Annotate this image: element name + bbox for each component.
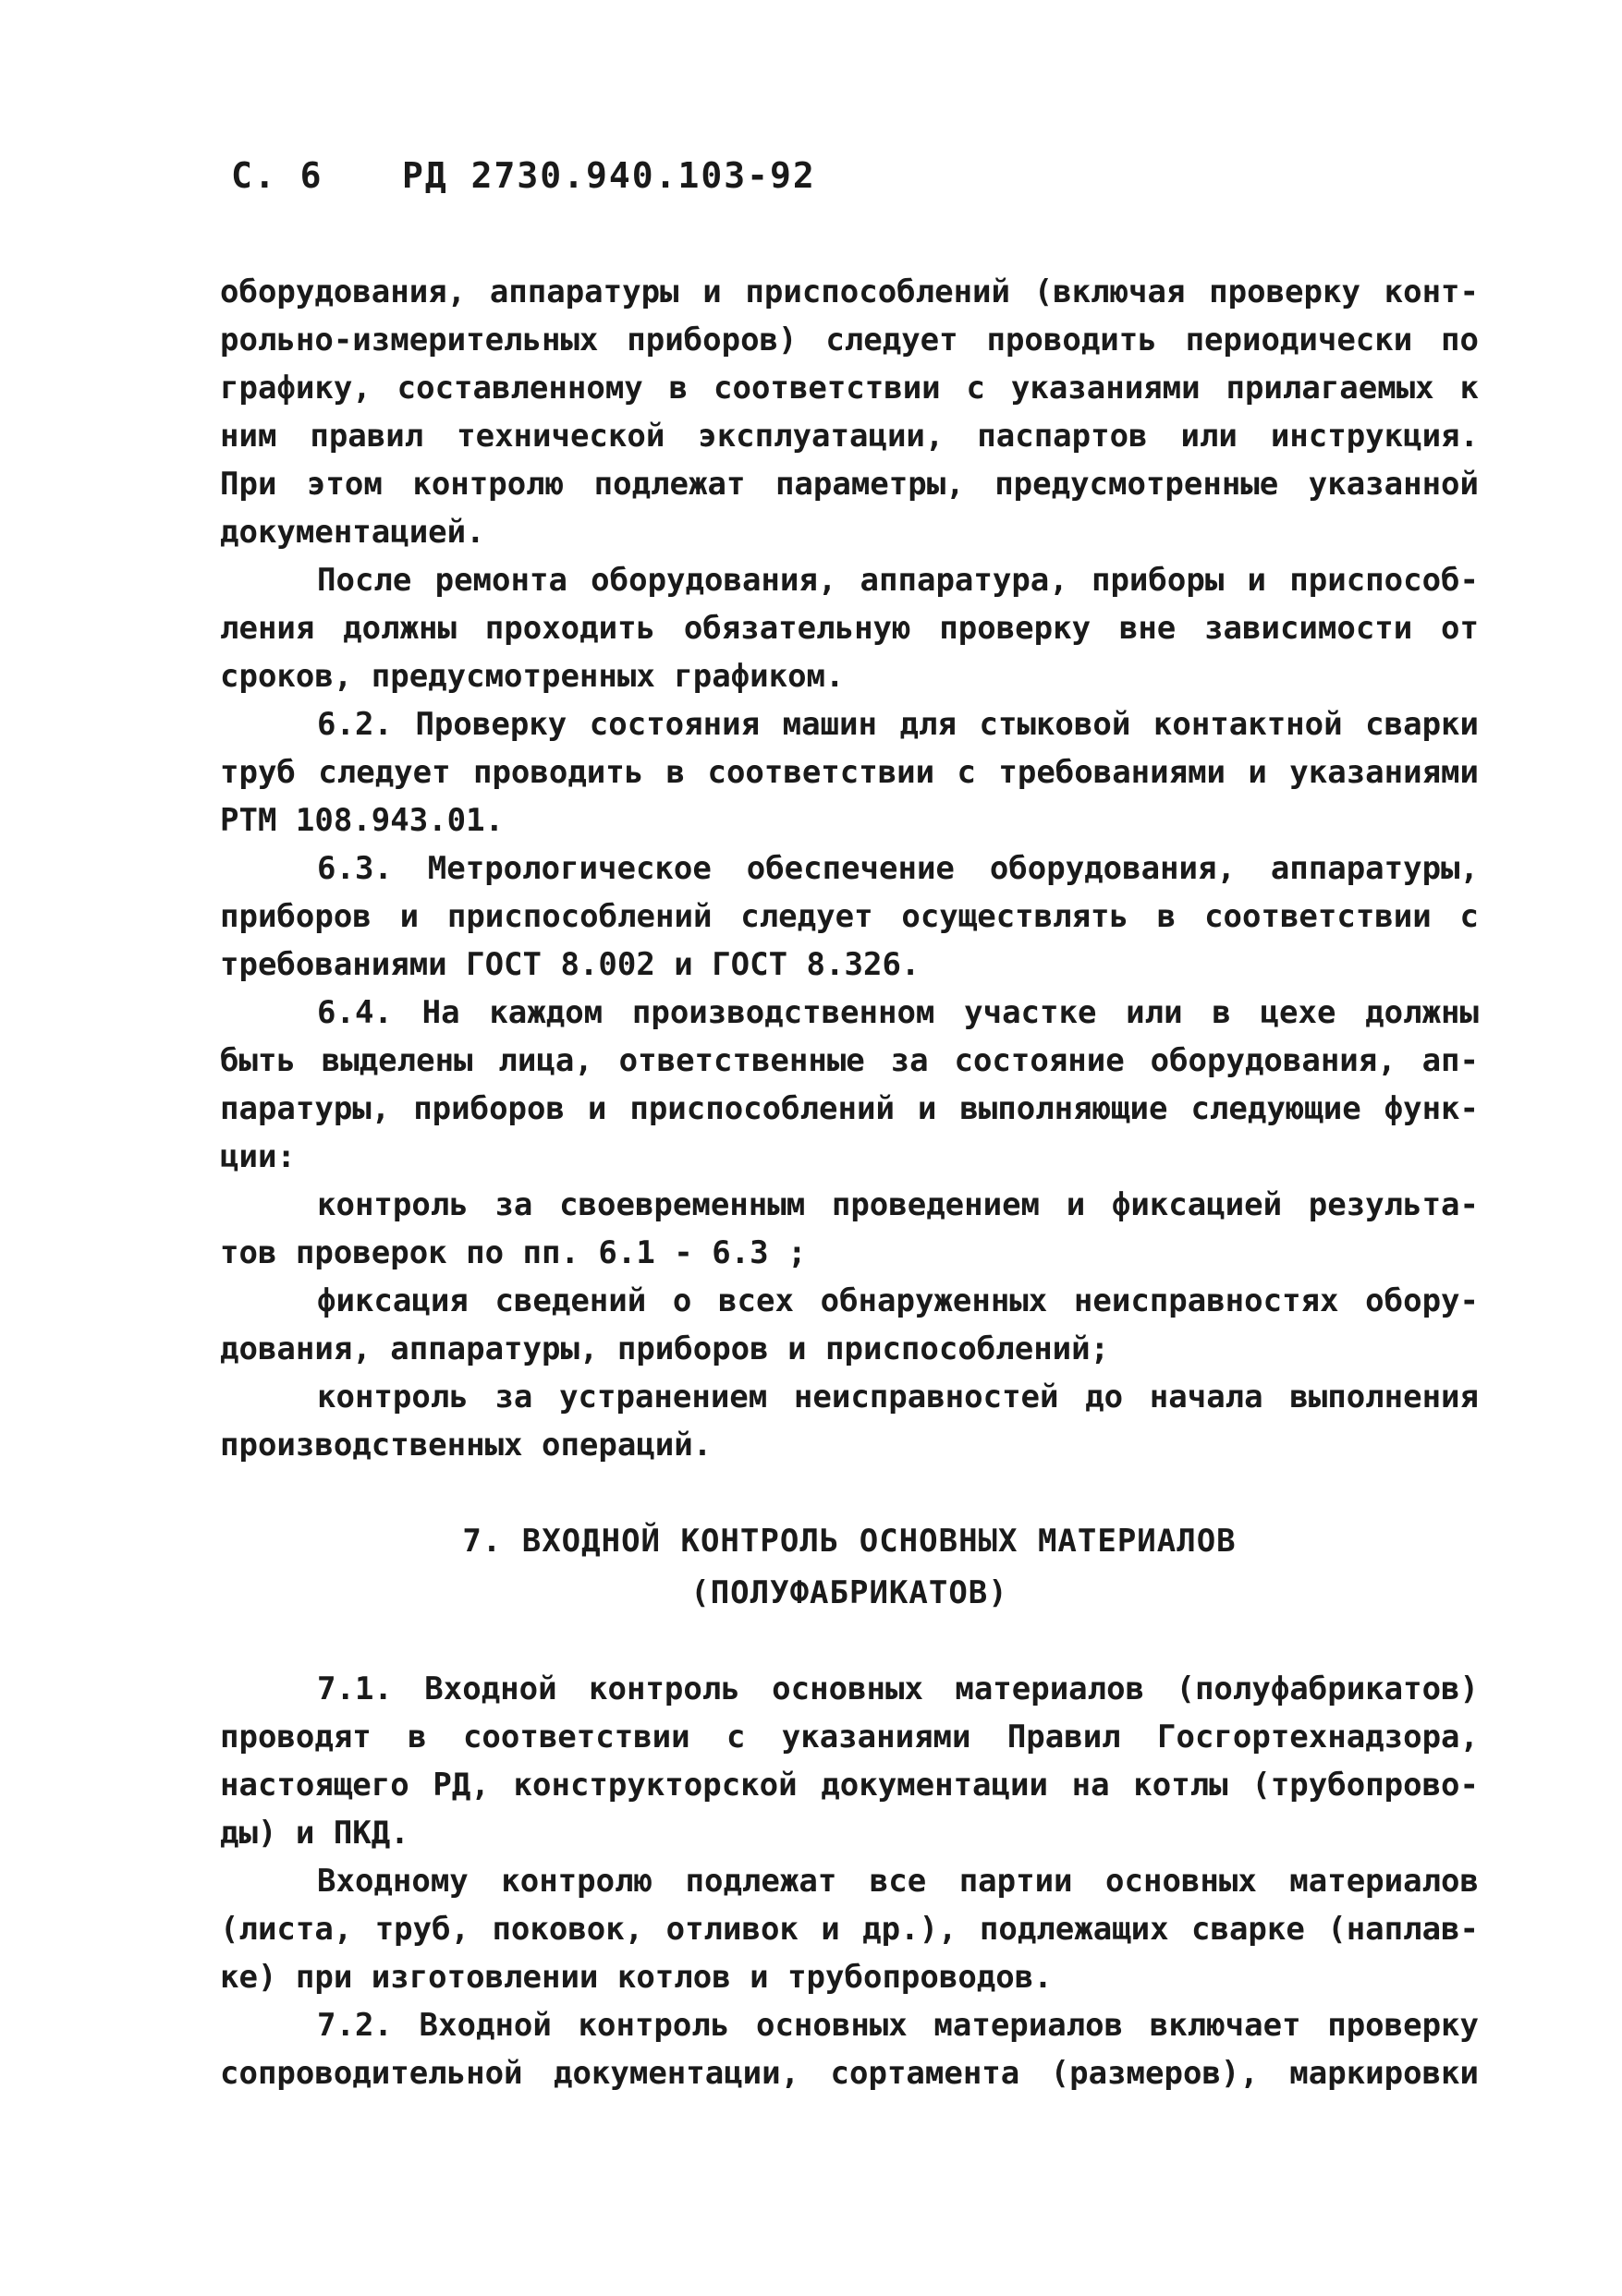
text-line: дования, аппаратуры, приборов и приспособлений; (220, 1330, 1110, 1367)
page-header (231, 155, 816, 196)
text-line: сопроводительной документации, сортамента (размеров), маркировки (220, 2055, 1479, 2092)
text-line: графику, составленному в соответствии с указаниями прилагаемых к (220, 370, 1479, 407)
text-line: ним правил технической эксплуатации, паспартов или инструкция. (220, 418, 1479, 455)
paragraph (220, 556, 1479, 700)
text-line: 6.2. Проверку состояния машин для стыковой контактной сварки (317, 706, 1479, 743)
section-title: 7. ВХОДНОЙ КОНТРОЛЬ ОСНОВНЫХ МАТЕРИАЛОВ (462, 1523, 1237, 1560)
document-body (220, 268, 1479, 2097)
paragraph (220, 1857, 1479, 2001)
paragraph-7-2 (220, 2001, 1479, 2097)
text-line: РТМ 108.943.01. (220, 802, 505, 839)
text-line: 7.1. Входной контроль основных материалов (полуфабрикатов) (317, 1670, 1479, 1707)
page-number: С. 6 (231, 155, 323, 196)
text-line: документацией. (220, 514, 485, 551)
text-line: ке) при изготовлении котлов и трубопроводов. (220, 1959, 1053, 1996)
section-subtitle: (ПОЛУФАБРИКАТОВ) (690, 1574, 1008, 1611)
text-line: производственных операций. (220, 1427, 713, 1464)
text-line: ления должны проходить обязательную проверку вне зависимости от (220, 610, 1479, 647)
paragraph-6-4 (220, 989, 1479, 1181)
paragraph-6-3 (220, 844, 1479, 989)
text-line: сроков, предусмотренных графиком. (220, 658, 845, 695)
text-line: рольно-измерительных приборов) следует проводить периодически по (220, 322, 1479, 358)
text-line: 6.3. Метрологическое обеспечение оборудования, аппаратуры, (317, 850, 1479, 887)
text-line: паратуры, приборов и приспособлений и выполняющие следующие функ- (220, 1090, 1479, 1127)
text-line: проводят в соответствии с указаниями Правил Госгортехнадзора, (220, 1719, 1479, 1755)
text-line: приборов и приспособлений следует осуществлять в соответствии с (220, 898, 1479, 935)
document-code: РД 2730.940.103-92 (402, 155, 816, 196)
list-item (220, 1373, 1479, 1469)
text-line: труб следует проводить в соответствии с требованиями и указаниями (220, 754, 1479, 791)
text-line: Входному контролю подлежат все партии основных материалов (317, 1863, 1479, 1900)
paragraph-7-1 (220, 1665, 1479, 1857)
text-line: контроль за своевременным проведением и фиксацией результа- (317, 1186, 1479, 1223)
text-line: ды) и ПКД. (220, 1815, 409, 1852)
paragraph (220, 268, 1479, 556)
text-line: При этом контролю подлежат параметры, предусмотренные указанной (220, 466, 1479, 503)
list-item (220, 1277, 1479, 1373)
text-line: (листа, труб, поковок, отливок и др.), подлежащих сварке (наплав- (220, 1911, 1479, 1948)
text-line: требованиями ГОСТ 8.002 и ГОСТ 8.326. (220, 946, 921, 983)
text-line: ции: (220, 1138, 296, 1175)
list-item (220, 1181, 1479, 1277)
text-line: оборудования, аппаратуры и приспособлений (включая проверку конт- (220, 273, 1479, 310)
text-line: настоящего РД, конструкторской документации на котлы (трубопрово- (220, 1767, 1479, 1804)
text-line: 7.2. Входной контроль основных материалов включает проверку (317, 2007, 1479, 2044)
text-line: тов проверок по пп. 6.1 - 6.3 ; (220, 1234, 807, 1271)
text-line: После ремонта оборудования, аппаратура, приборы и приспособ- (317, 562, 1479, 599)
text-line: фиксация сведений о всех обнаруженных неисправностях обору- (317, 1282, 1479, 1319)
text-line: контроль за устранением неисправностей до начала выполнения (317, 1379, 1479, 1415)
paragraph-6-2 (220, 700, 1479, 844)
text-line: 6.4. На каждом производственном участке или в цехе должны (317, 994, 1479, 1031)
text-line: быть выделены лица, ответственные за состояние оборудования, ап- (220, 1042, 1479, 1079)
section-heading (220, 1515, 1479, 1619)
